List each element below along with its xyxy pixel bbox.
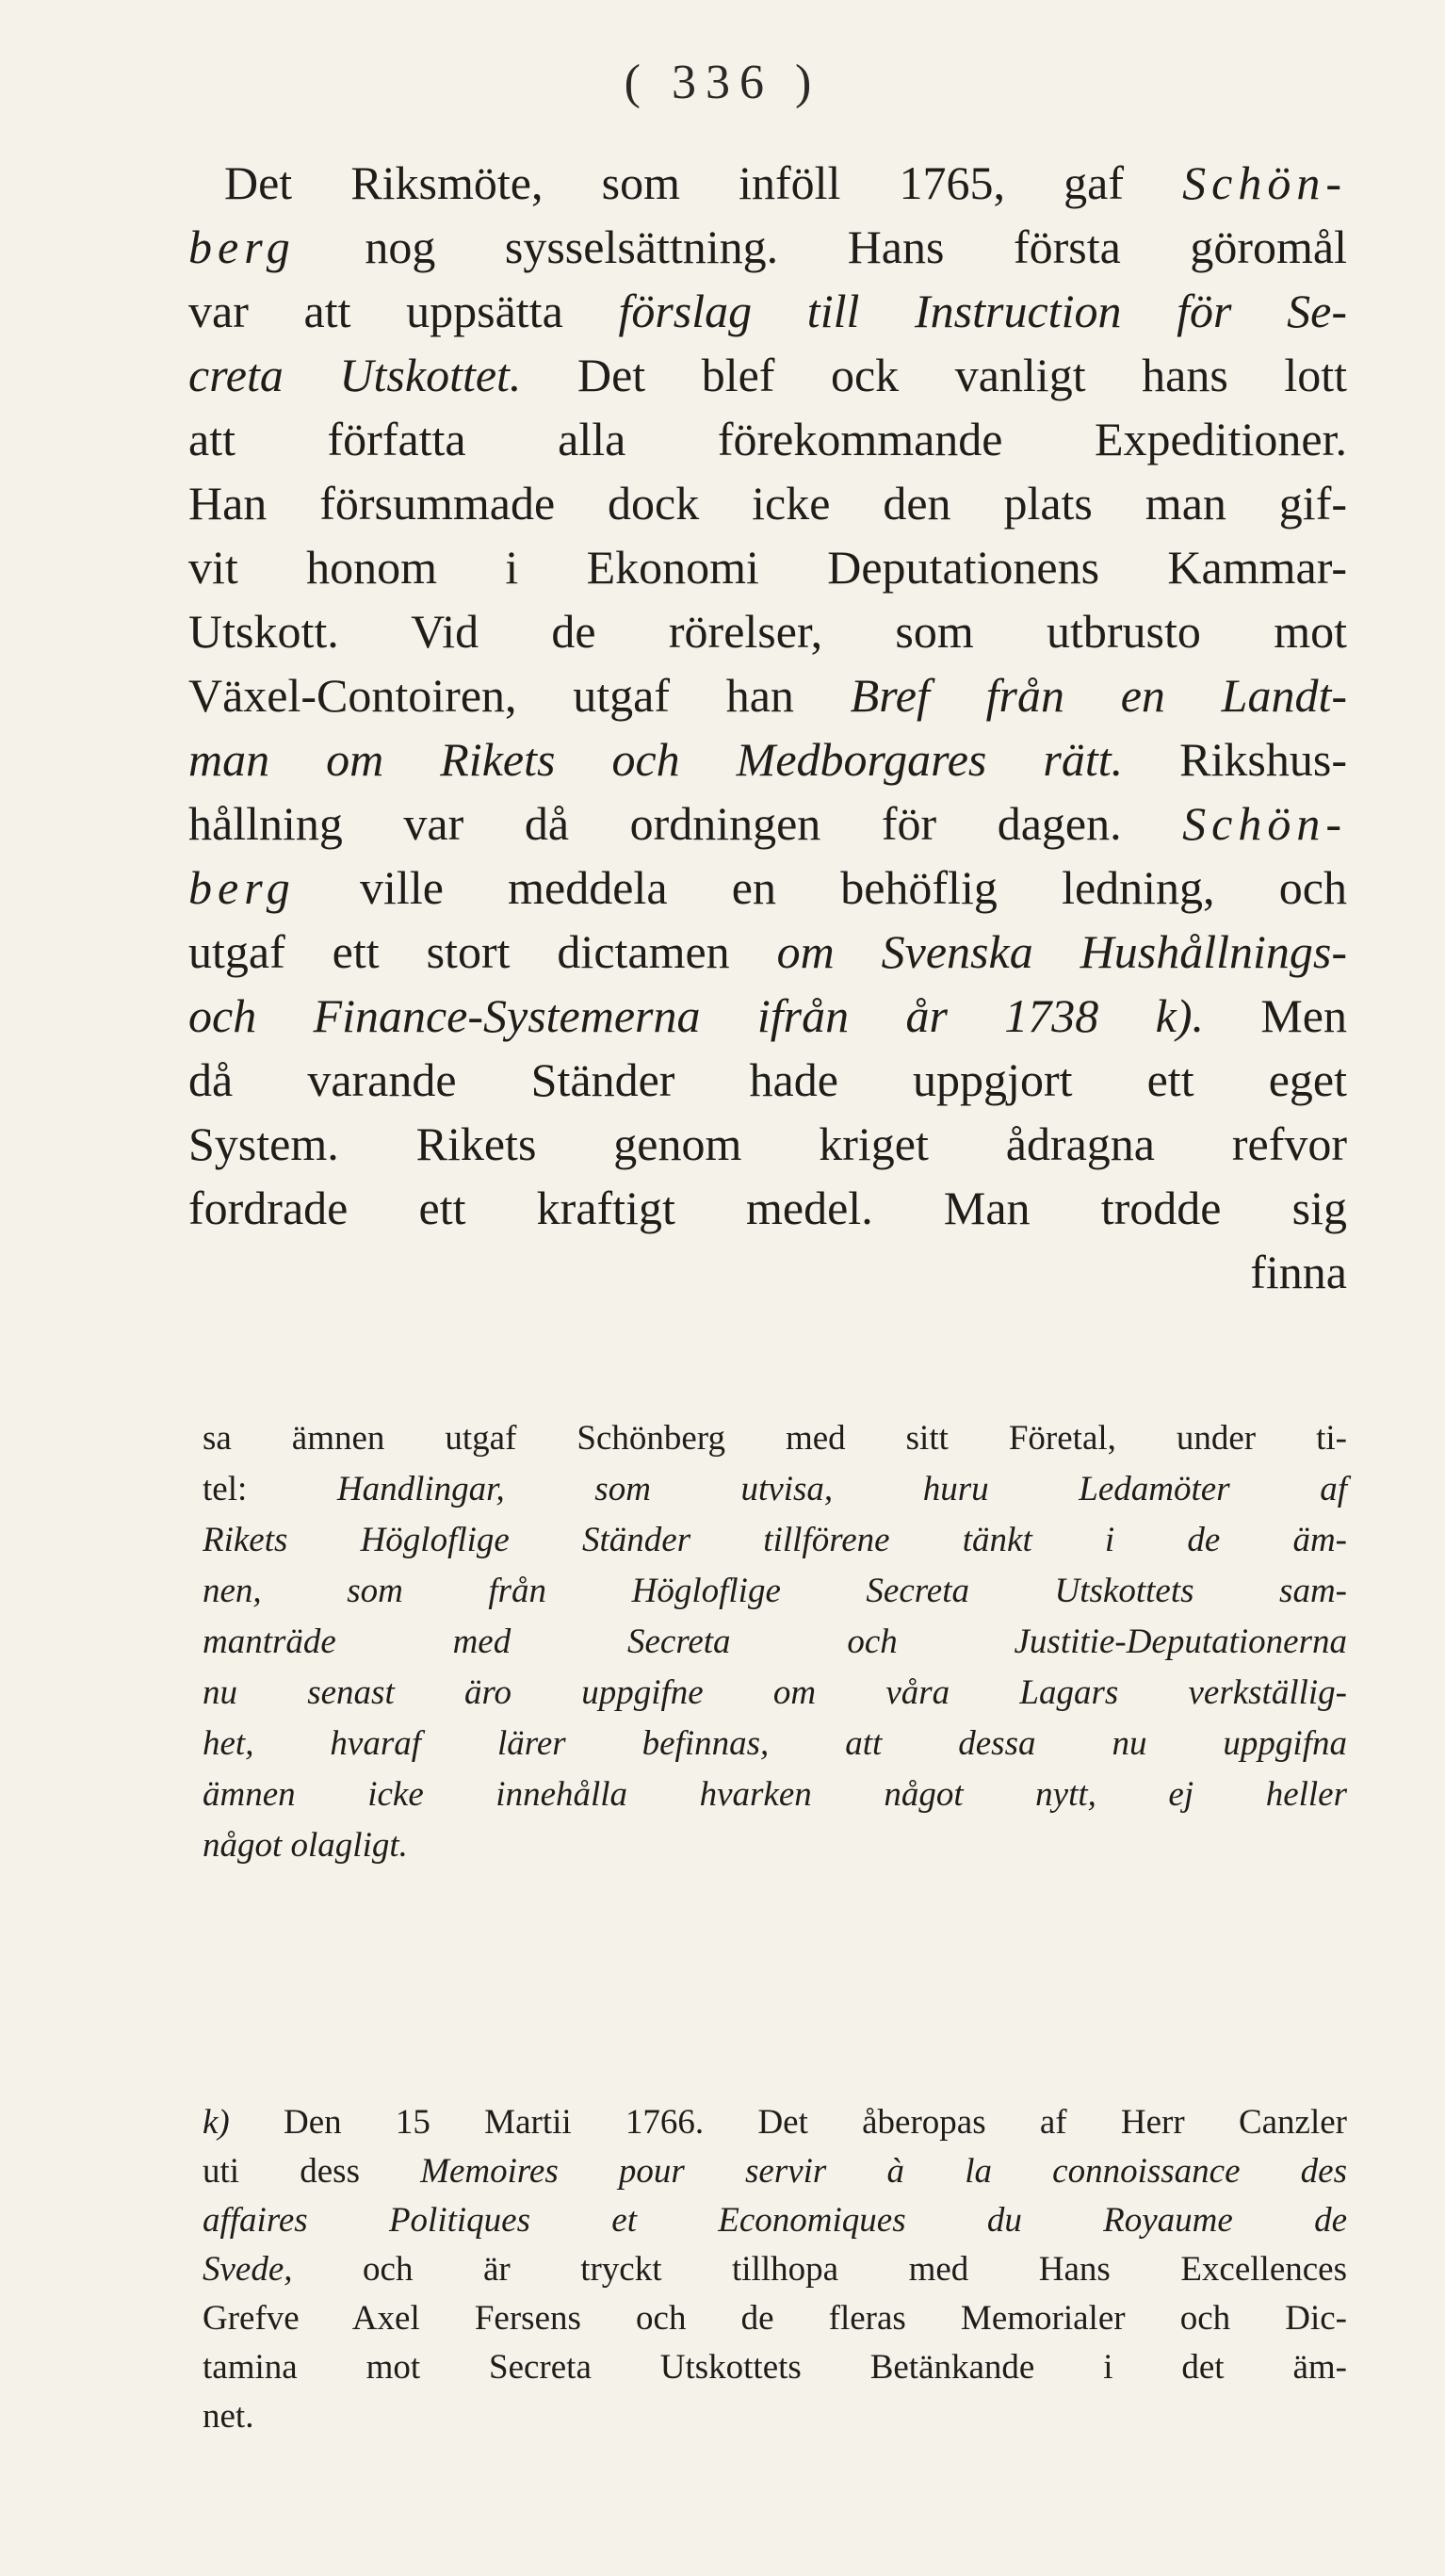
- main-text-block: [188, 151, 1347, 1304]
- footnote-line: tel: Handlingar, som utvisa, huru Ledamöter af: [203, 1470, 1347, 1508]
- text-line: berg nog sysselsättning. Hans första göromål: [188, 220, 1347, 273]
- text-line: System. Rikets genom kriget ådragna refvor: [188, 1117, 1347, 1170]
- text-line: Det Riksmöte, som inföll 1765, gaf Schön-: [224, 156, 1347, 209]
- footnote-line: k) Den 15 Martii 1766. Det åberopas af Herr Canzler: [203, 2103, 1347, 2142]
- title-dictamen: och Finance-Systemerna ifrån år 1738 k).: [188, 989, 1204, 1042]
- footnote-line: något olagligt.: [203, 1826, 408, 1865]
- text-line: att författa alla förekommande Expeditioner.: [188, 413, 1347, 465]
- footnote-line: tamina mot Secreta Utskottets Betänkande i det äm-: [203, 2348, 1347, 2387]
- footnote-k: [203, 2098, 1347, 2441]
- footnote-line: affaires Politiques et Economiques du Royaume de: [203, 2201, 1347, 2240]
- text-line: Han försummade dock icke den plats man gif-: [188, 477, 1347, 530]
- page-number: ( 336 ): [624, 56, 821, 109]
- text-line: berg ville meddela en behöflig ledning, och: [188, 861, 1347, 914]
- footnote-line: Rikets Högloflige Ständer tillförene tänkt i de äm-: [203, 1521, 1347, 1559]
- title-dictamen: om Svenska Hushållnings-: [776, 925, 1347, 978]
- footnote-j: [203, 1413, 1347, 1871]
- footnote-line: het, hvaraf lärer befinnas, att dessa nu uppgifna: [203, 1724, 1347, 1763]
- footnote-line: manträde med Secreta och Justitie-Deputationerna: [203, 1622, 1347, 1661]
- text-line: vit honom i Ekonomi Deputationens Kammar-: [188, 541, 1347, 594]
- text-line: var att uppsätta förslag till Instruction för Se-: [188, 285, 1347, 337]
- text-line: utgaf ett stort dictamen om Svenska Hushållnings-: [188, 925, 1347, 978]
- text-line: fordrade ett kraftigt medel. Man trodde sig: [188, 1182, 1347, 1234]
- footnote-line: sa ämnen utgaf Schönberg med sitt Företal, under ti-: [203, 1419, 1347, 1458]
- title-bref: Bref från en Landt-: [850, 669, 1347, 722]
- footnote-line: Grefve Axel Fersens och de fleras Memorialer och Dic-: [203, 2299, 1347, 2338]
- footnote-line: Svede, och är tryckt tillhopa med Hans Excellences: [203, 2250, 1347, 2289]
- footnote-line: uti dess Memoires pour servir à la connoissance des: [203, 2152, 1348, 2191]
- text-line: Växel-Contoiren, utgaf han Bref från en Landt-: [188, 669, 1347, 722]
- footnote-line: ämnen icke innehålla hvarken något nytt, ej heller: [203, 1775, 1347, 1814]
- name-schonberg: Schön-: [1182, 797, 1347, 850]
- text-line: och Finance-Systemerna ifrån år 1738 k). Men: [188, 989, 1347, 1042]
- catchword: finna: [1250, 1246, 1347, 1298]
- text-line: creta Utskottet. Det blef ock vanligt hans lott: [188, 349, 1347, 401]
- title-bref: man om Rikets och Medborgares rätt.: [188, 733, 1124, 786]
- text-line: man om Rikets och Medborgares rätt. Rikshus-: [188, 733, 1347, 786]
- name-schonberg: berg: [188, 220, 296, 273]
- text-line: hållning var då ordningen för dagen. Schön-: [188, 797, 1347, 850]
- footnote-line: net.: [203, 2397, 254, 2436]
- footnote-line: nen, som från Högloflige Secreta Utskottets sam-: [203, 1572, 1347, 1610]
- name-schonberg: berg: [188, 861, 296, 914]
- text-line: då varande Ständer hade uppgjort ett eget: [188, 1053, 1347, 1106]
- title-instruction: förslag till Instruction för Se-: [618, 285, 1347, 337]
- name-schonberg: Schön-: [1182, 156, 1347, 209]
- title-instruction: creta Utskottet.: [188, 349, 522, 401]
- footnote-line: nu senast äro uppgifne om våra Lagars verkställig-: [203, 1673, 1347, 1712]
- footnote-marker: k): [203, 2103, 230, 2142]
- text-line: Utskott. Vid de rörelser, som utbrusto mot: [188, 605, 1347, 658]
